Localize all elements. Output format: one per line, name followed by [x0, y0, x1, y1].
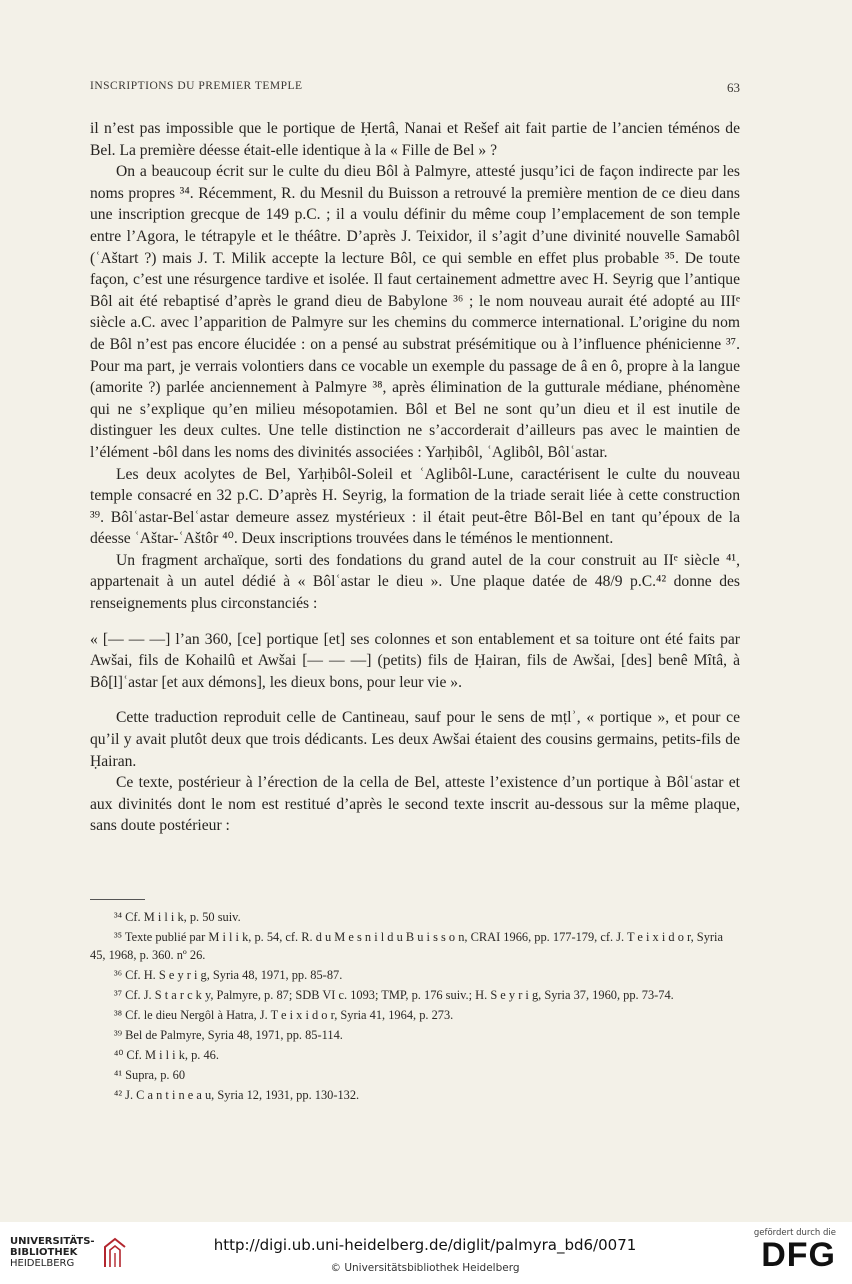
copyright-notice: © Universitätsbibliothek Heidelberg	[330, 1262, 520, 1274]
footnote-34: ³⁴ Cf. M i l i k, p. 50 suiv.	[114, 910, 241, 924]
footnote-41: ⁴¹ Supra, p. 60	[114, 1068, 186, 1082]
paragraph-2: On a beaucoup écrit sur le culte du dieu Bôl à Palmyre, attesté jusqu’ici de façon indirecte par les noms propres ³⁴. Récemment, R. du Mesnil du Buisson a retrouvé la première mention de ce dieu dans une inscription grecque de 149 p.C. ; il a voulu définir du même coup l’emplacement de son temple entre l’Agora, le tétrapyle et le théâtre. D’après J. Teixidor, il s’agit d’une divinité nouvelle Samabôl (ʿAštart ?) mais J. T. Milik accepte la lecture Bôl, ce qui semble en effet plus probable ³⁵. De toute façon, c’est une résurgence tardive et isolée. Il faut certainement admettre avec H. Seyrig que l’antique Bôl ait été rebaptisé d’après le grand dieu de Babylone ³⁶ ; le nom nouveau aurait été adopté au IIIᵉ siècle a.C. avec l’apparition de Palmyre sur les chemins du commerce international. L’origine du nom de Bôl n’est pas encore élucidée : on a pensé au substrat présémitique ou à l’influence phénicienne ³⁷. Pour ma part, je verrais volontiers dans ce vocable un exemple du passage de â en ô, propre à la langue (amorite ?) parlée anciennement à Palmyre ³⁸, après élimination de la gutturale médiane, phénomène qui ne s’explique qu’en milieu mésopotamien. Bôl et Bel ne sont qu’un dieu et il est inutile de distinguer les deux cultes. Une telle distinction ne s’accorderait d’ailleurs pas avec le maintien de l’élément -bôl dans les noms des divinités associées : Yarḥibôl, ʿAglibôl, Bôlʿastar.	[90, 163, 740, 461]
body-text	[90, 118, 740, 837]
library-emblem-icon	[101, 1237, 129, 1269]
permalink-url[interactable]: http://digi.ub.uni-heidelberg.de/diglit/palmyra_bd6/0071	[213, 1236, 637, 1254]
funder-caption: gefördert durch die	[753, 1228, 836, 1238]
footnote-40: ⁴⁰ Cf. M i l i k, p. 46.	[114, 1048, 219, 1062]
paragraph-1: il n’est pas impossible que le portique de Ḥertâ, Nanai et Rešef ait fait partie de l’ancien téménos de Bel. La première déesse était-elle identique à la « Fille de Bel » ?	[90, 120, 740, 159]
running-head	[90, 80, 740, 96]
footnotes	[90, 908, 740, 1106]
footnote-42: ⁴² J. C a n t i n e a u, Syria 12, 1931, pp. 130-132.	[114, 1088, 360, 1102]
footnote-38: ³⁸ Cf. le dieu Nergôl à Hatra, J. T e i x i d o r, Syria 41, 1964, p. 273.	[114, 1008, 454, 1022]
page-number: 63	[727, 80, 740, 95]
inscription-quote: « [— — —] l’an 360, [ce] portique [et] ses colonnes et son entablement et sa toiture ont été faits par Awšai, fils de Kohailû et Awšai [— — —] (petits) fils de Ḥairan, fils de Awšai, [des] benê Mîtâ, à Bô[l]ʿastar [et aux démons], les dieux bons, pour leur vie ».	[90, 630, 740, 691]
paragraph-6: Ce texte, postérieur à l’érection de la cella de Bel, atteste l’existence d’un portique à Bôlʿastar et aux divinités dont le nom est restitué d’après le second texte inscrit au-dessous sur la même plaque, sans doute postérieur :	[90, 774, 740, 835]
paragraph-3: Les deux acolytes de Bel, Yarḥibôl-Soleil et ʿAglibôl-Lune, caractérisent le culte du nouveau temple consacré en 32 p.C. D’après H. Seyrig, la formation de la triade serait liée à cette construction ³⁹. Bôlʿastar-Belʿastar demeure assez mystérieux : il était peut-être Bôl-Bel en tant qu’époux de la déesse ʿAštar-ʿAštôr ⁴⁰. Deux inscriptions trouvées dans le téménos le mentionnent.	[90, 465, 740, 548]
footnote-35: ³⁵ Texte publié par M i l i k, p. 54, cf. R. d u M e s n i l d u B u i s s o n, CRAI 1966, pp. 177-179, cf. J. T e i x i d o r, Syria 45, 1968, p. 360. nº 26.	[90, 930, 723, 962]
paragraph-4: Un fragment archaïque, sorti des fondations du grand autel de la cour construit au IIᵉ siècle ⁴¹, appartenait à un autel dédié à « Bôlʿastar le dieu ». Une plaque datée de 48/9 p.C.⁴² donne des renseignements plus circonstanciés :	[90, 551, 740, 613]
library-logo[interactable]	[10, 1236, 129, 1269]
footnote-39: ³⁹ Bel de Palmyre, Syria 48, 1971, pp. 85-114.	[114, 1028, 343, 1042]
dfg-logo[interactable]	[754, 1228, 836, 1272]
footnote-37: ³⁷ Cf. J. S t a r c k y, Palmyre, p. 87; SDB VI c. 1093; TMP, p. 176 suiv.; H. S e y r i g, Syria 37, 1960, pp. 73-74.	[114, 988, 674, 1002]
footnote-rule	[90, 899, 145, 900]
running-title: INSCRIPTIONS DU PREMIER TEMPLE	[90, 80, 303, 92]
footnote-36: ³⁶ Cf. H. S e y r i g, Syria 48, 1971, pp. 85-87.	[114, 968, 343, 982]
dfg-wordmark: DFG	[761, 1236, 836, 1274]
paragraph-5: Cette traduction reproduit celle de Cantineau, sauf pour le sens de mṭlʾ, « portique », et pour ce qu’il y avait plutôt deux que trois dédicants. Les deux Awšai étaient des cousins germains, petits-fils de Ḥairan.	[90, 709, 740, 770]
library-name: UNIVERSITÄTS- BIBLIOTHEK HEIDELBERG	[10, 1236, 95, 1269]
viewer-footer	[0, 1222, 852, 1284]
